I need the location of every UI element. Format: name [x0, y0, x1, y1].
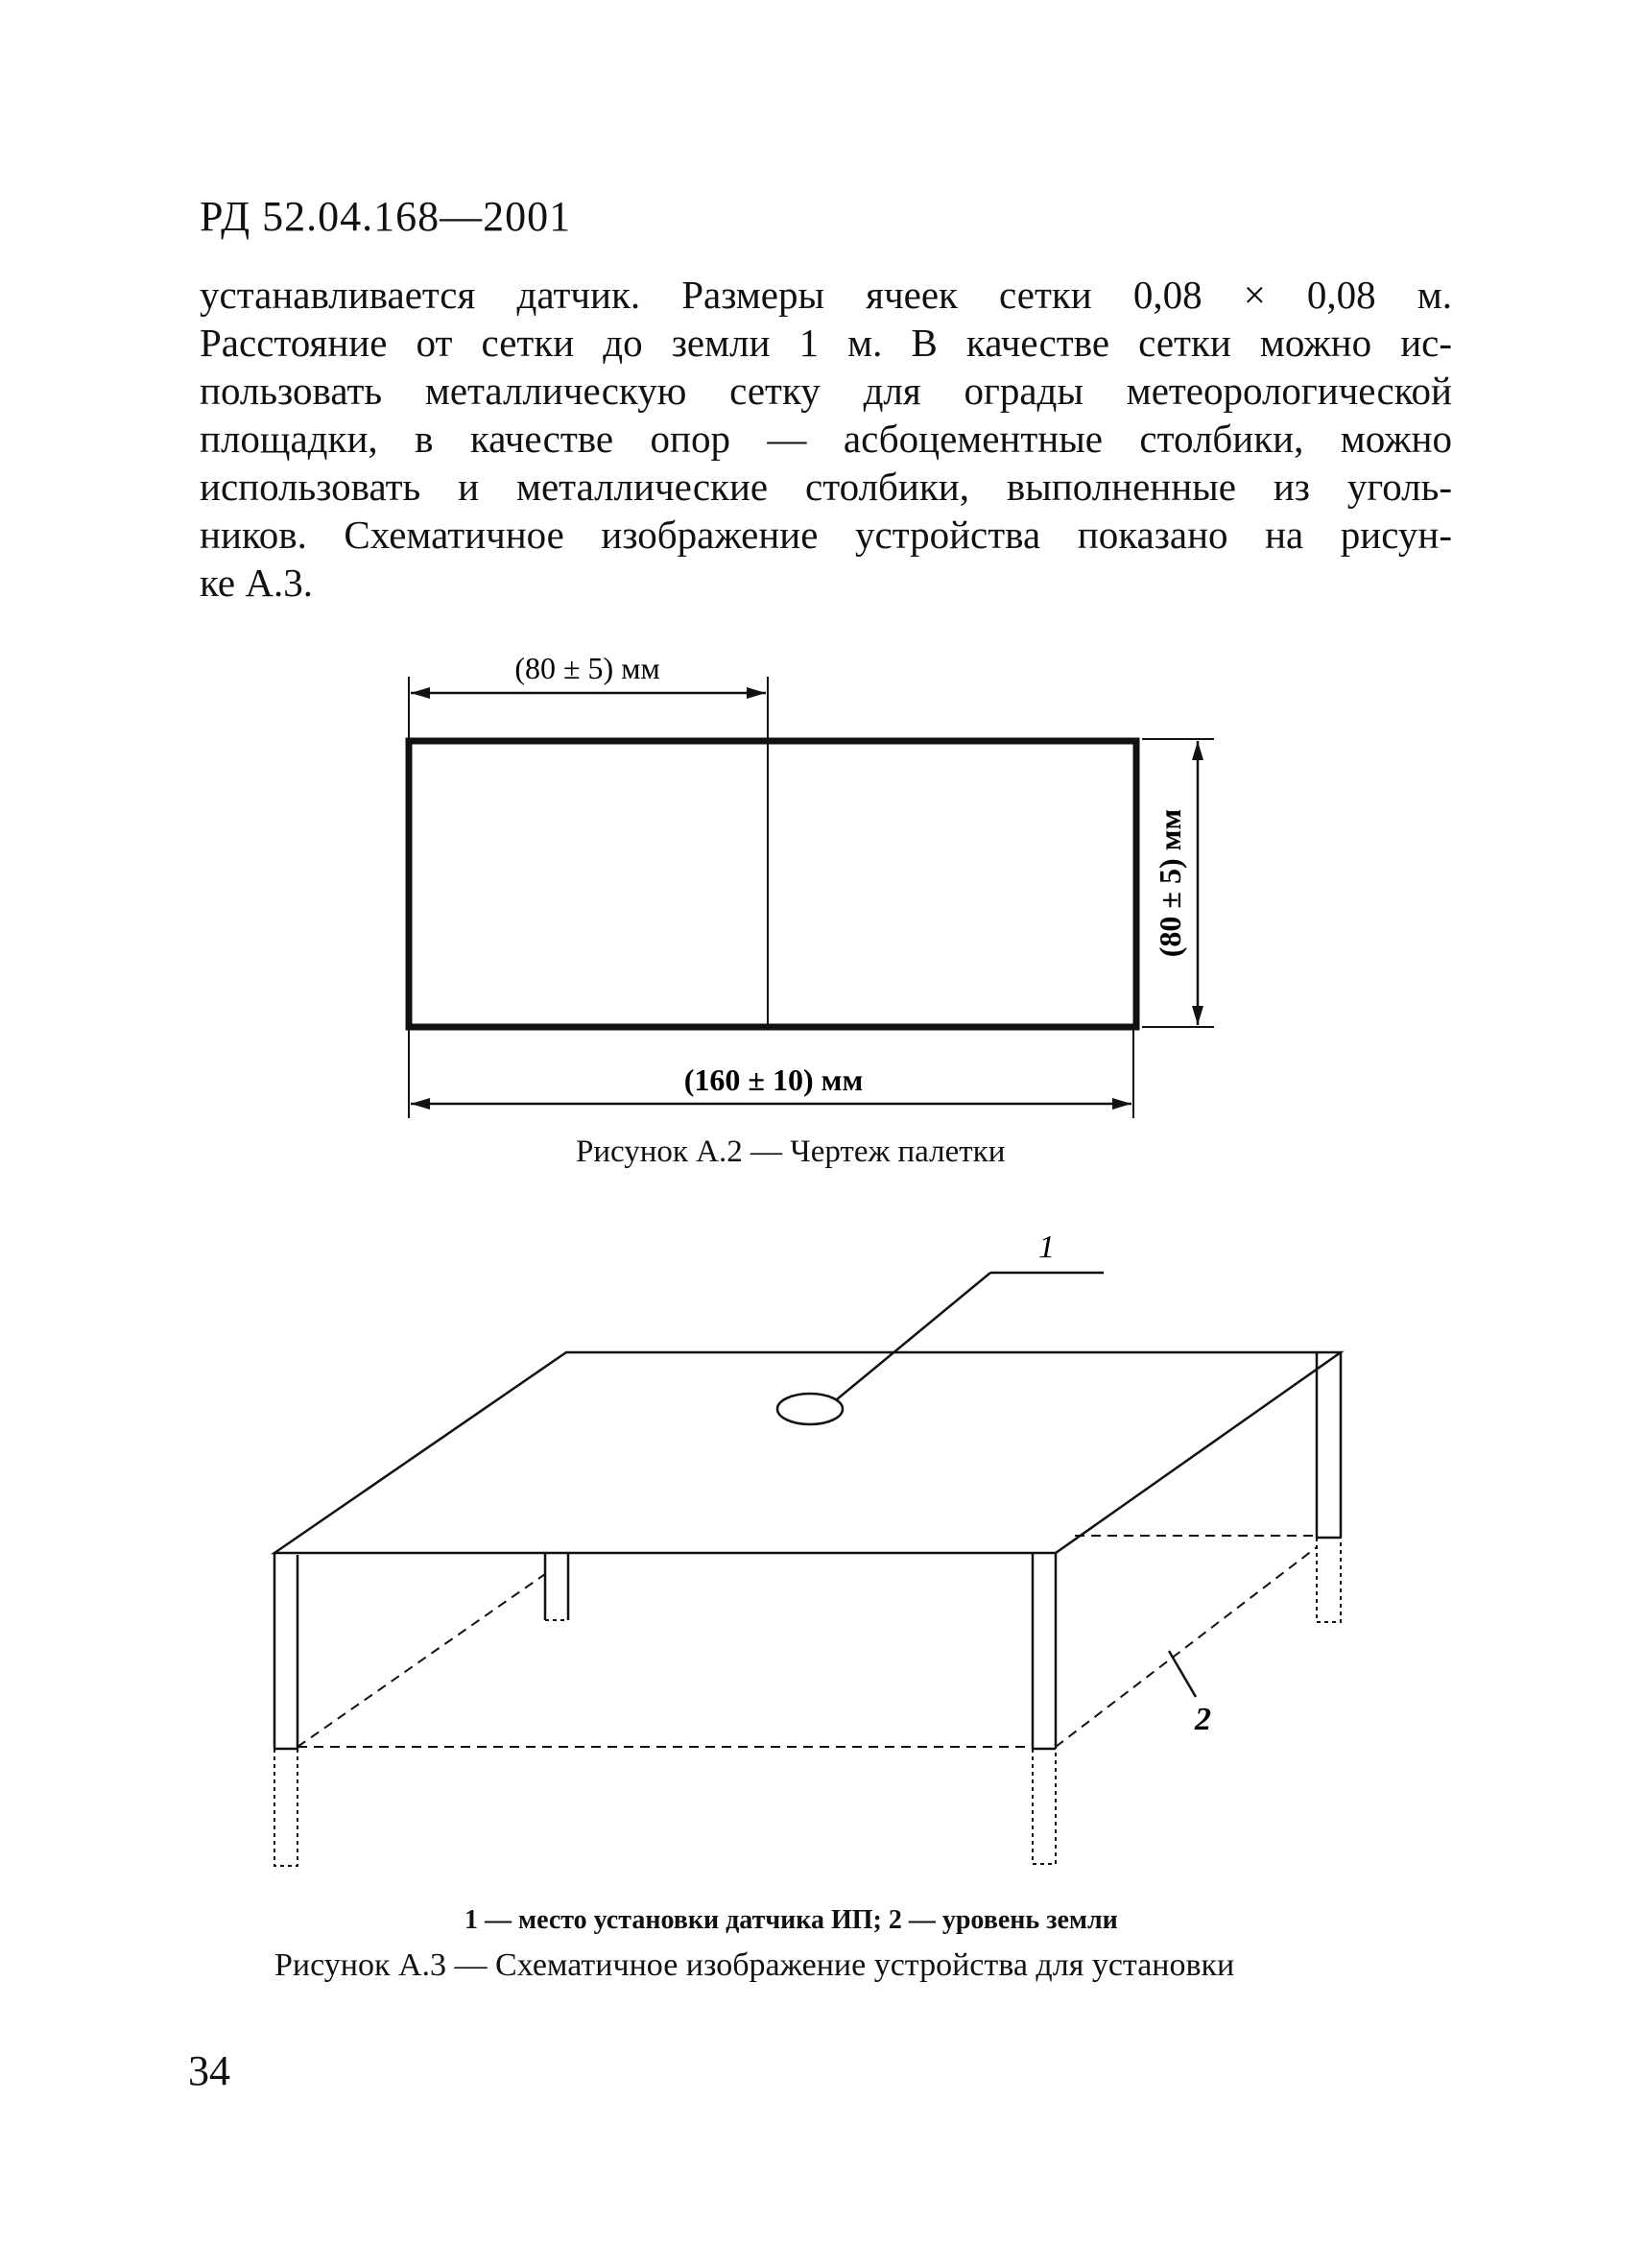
table-top-surface: [274, 1352, 1341, 1553]
callout-label-2: 2: [1195, 1702, 1211, 1737]
leader-line-1: [837, 1273, 990, 1399]
body-line-6: ников. Схематичное изображение устройства показано на рисун-: [200, 513, 1452, 557]
leg-front-left: [274, 1553, 298, 1866]
dimension-label-top: (80 ± 5) мм: [514, 651, 660, 685]
document-code: РД 52.04.168—2001: [200, 193, 572, 240]
callout-label-1: 1: [1038, 1229, 1055, 1265]
dimension-label-right: (80 ± 5) мм: [1153, 808, 1187, 958]
dimension-label-bottom: (160 ± 10) мм: [683, 1062, 864, 1097]
figure-a3-caption: Рисунок А.3 — Схематичное изображение устройства для установки: [274, 1947, 1235, 1983]
figure-a2-drawing: [409, 651, 1214, 1118]
leg-back-right: [1317, 1352, 1341, 1622]
palette-outline: [409, 741, 1136, 1027]
figure-a3-legend: 1 — место установки датчика ИП; 2 — уровень земли: [464, 1905, 1118, 1935]
figure-a3-drawing: [274, 1273, 1341, 1866]
sensor-location-marker: [777, 1394, 843, 1424]
body-line-7: ке А.3.: [200, 561, 313, 605]
body-line-2: Расстояние от сетки до земли 1 м. В качестве сетки можно ис-: [200, 321, 1452, 365]
body-line-5: использовать и металлические столбики, выполненные из уголь-: [200, 465, 1452, 509]
figure-a2-caption: Рисунок А.2 — Чертеж палетки: [576, 1134, 1006, 1169]
ground-level-outline: [298, 1536, 1317, 1747]
leg-back-left: [545, 1553, 568, 1620]
leg-front-right: [1033, 1553, 1056, 1864]
page-number: 34: [188, 2047, 230, 2094]
body-line-1: устанавливается датчик. Размеры ячеек сетки 0,08 × 0,08 м.: [200, 273, 1452, 317]
body-line-4: площадки, в качестве опор — асбоцементные столбики, можно: [200, 417, 1452, 461]
leader-line-2: [1169, 1651, 1196, 1697]
body-line-3: пользовать металлическую сетку для ограды метеорологической: [200, 369, 1452, 413]
